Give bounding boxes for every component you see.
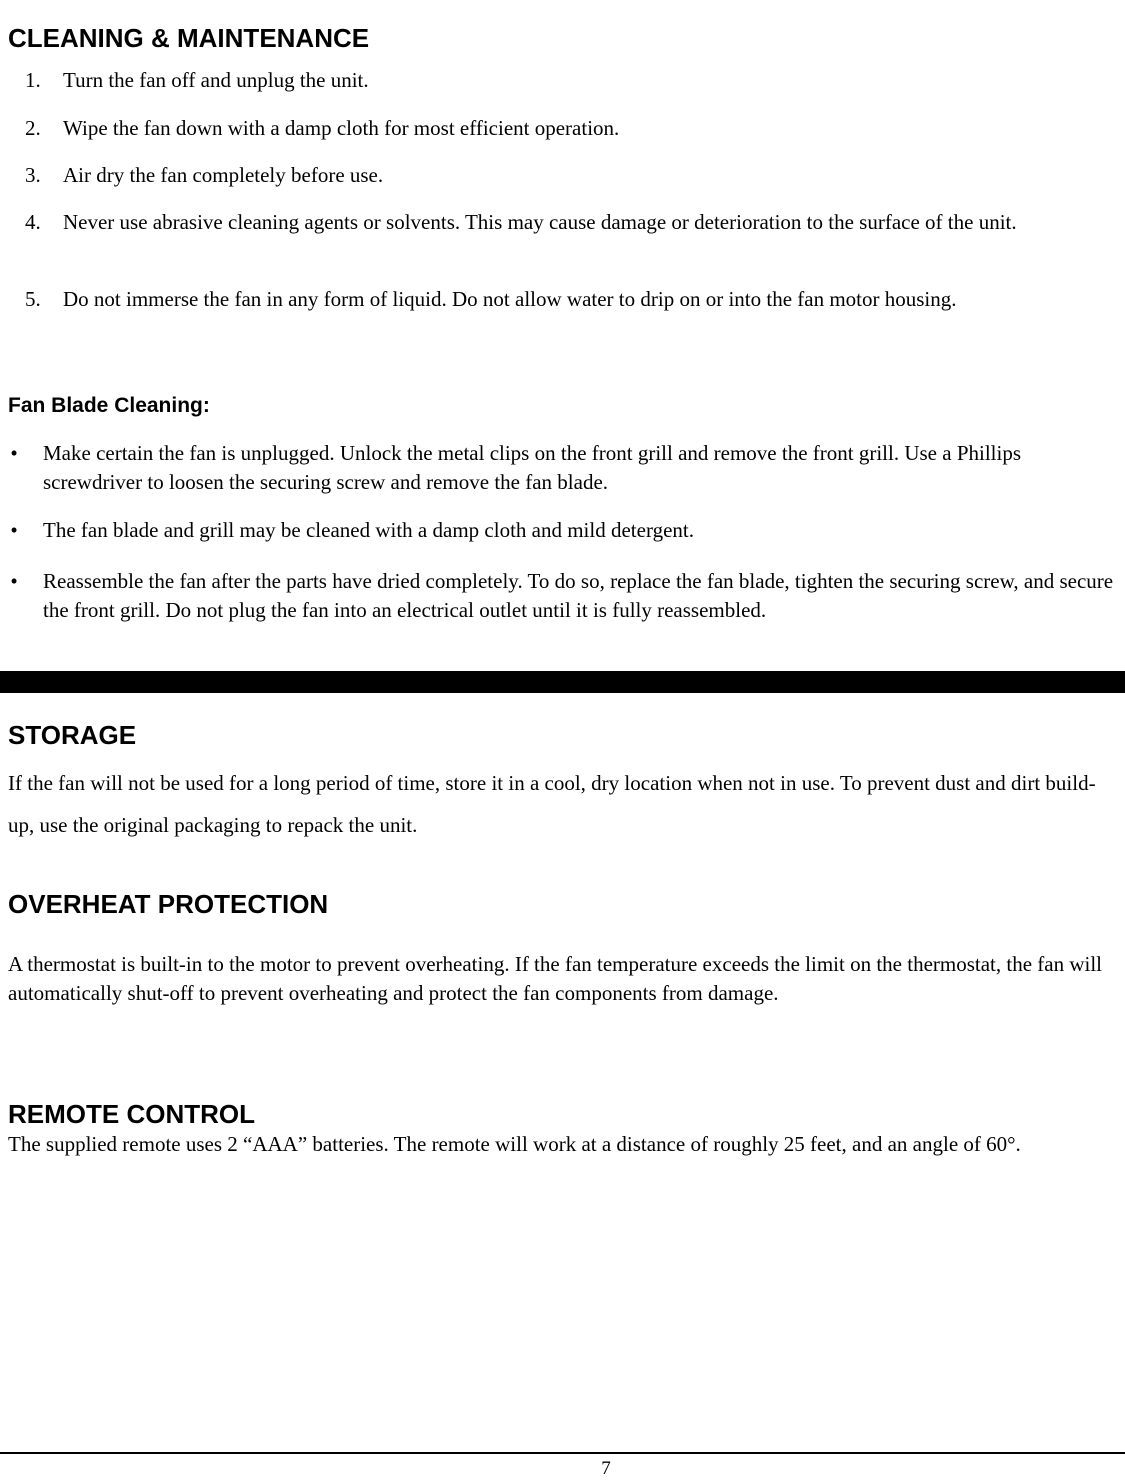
- bullet-text: Make certain the fan is unplugged. Unlock the metal clips on the front grill and remove the front grill. Use a Phillips screwdriver to loosen the securing screw and remove the fan blade.: [43, 441, 1022, 494]
- step-number: 2.: [25, 116, 41, 140]
- cleaning-step-4: [0, 208, 1125, 268]
- cleaning-step-5: [0, 285, 1125, 345]
- storage-body: If the fan will not be used for a long period of time, store it in a cool, dry location when not in use. To prevent dust and dirt build-up, use the original packaging to repack the unit.: [8, 771, 1096, 837]
- cleaning-step-2: [0, 114, 1125, 144]
- cleaning-step-3: [0, 161, 1125, 191]
- fan-blade-heading: Fan Blade Cleaning:: [8, 394, 210, 417]
- fan-blade-bullet-2: [0, 516, 1125, 546]
- step-text: Turn the fan off and unplug the unit.: [63, 68, 369, 92]
- step-text: Wipe the fan down with a damp cloth for most efficient operation.: [63, 116, 620, 140]
- overheat-heading: OVERHEAT PROTECTION: [8, 889, 329, 919]
- fan-blade-bullet-1: [0, 439, 1125, 499]
- step-number: 3.: [25, 163, 41, 187]
- remote-heading: REMOTE CONTROL: [8, 1099, 255, 1129]
- page-number: 7: [601, 1458, 611, 1479]
- step-number: 1.: [25, 68, 41, 92]
- step-text: Air dry the fan completely before use.: [63, 163, 384, 187]
- step-number: 4.: [25, 210, 41, 234]
- cleaning-heading: CLEANING & MAINTENANCE: [8, 23, 370, 53]
- bullet-marker: •: [10, 441, 18, 465]
- step-number: 5.: [25, 287, 41, 311]
- bullet-marker: •: [10, 569, 18, 593]
- section-divider-bar: [0, 671, 1125, 693]
- step-text: Do not immerse the fan in any form of liquid. Do not allow water to drip on or into the fan motor housing.: [63, 287, 957, 311]
- bullet-text: Reassemble the fan after the parts have dried completely. To do so, replace the fan blade, tighten the securing screw, and secure the front grill. Do not plug the fan into an electrical outlet until it is fully reassembled.: [43, 569, 1114, 622]
- footer-rule: [0, 1452, 1125, 1454]
- overheat-body: A thermostat is built-in to the motor to prevent overheating. If the fan temperature exceeds the limit on the thermostat, the fan will automatically shut-off to prevent overheating and protect the fan components from damage.: [8, 952, 1103, 1005]
- step-text: Never use abrasive cleaning agents or solvents. This may cause damage or deterioration to the surface of the unit.: [63, 210, 1017, 234]
- remote-body: The supplied remote uses 2 “AAA” batteries. The remote will work at a distance of roughly 25 feet, and an angle of 60°.: [8, 1132, 1021, 1156]
- bullet-text: The fan blade and grill may be cleaned with a damp cloth and mild detergent.: [43, 518, 694, 542]
- storage-heading: STORAGE: [8, 720, 137, 750]
- bullet-marker: •: [10, 518, 18, 542]
- cleaning-step-1: [0, 66, 1125, 96]
- fan-blade-bullet-3: [0, 567, 1125, 657]
